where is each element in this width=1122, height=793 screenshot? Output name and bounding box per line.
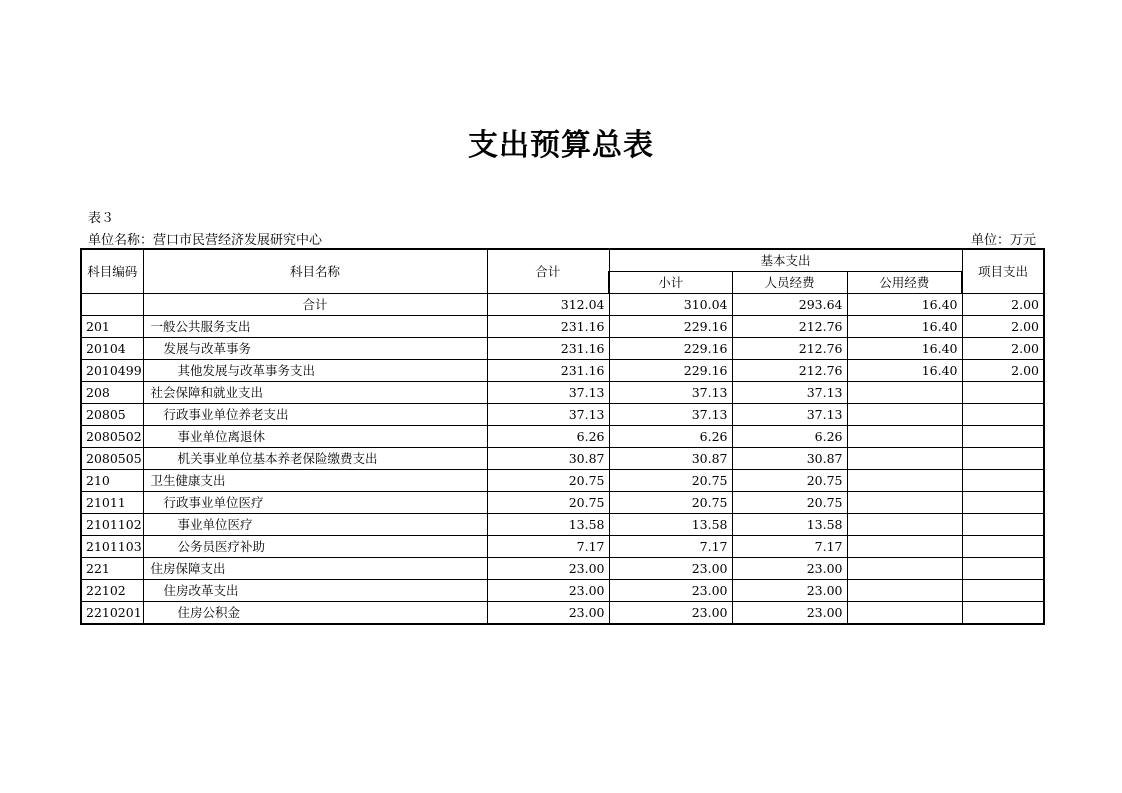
cell-total: 7.17 (487, 536, 609, 558)
cell-public (847, 426, 962, 448)
table-row (81, 382, 1044, 404)
cell-project (962, 558, 1044, 580)
table-row (81, 470, 1044, 492)
cell-total: 231.16 (487, 316, 609, 338)
cell-personnel: 7.17 (732, 536, 847, 558)
cell-name: 事业单位医疗 (143, 514, 487, 536)
cell-total: 30.87 (487, 448, 609, 470)
table-number: 表３ (88, 211, 115, 226)
cell-personnel: 23.00 (732, 558, 847, 580)
cell-code (81, 294, 143, 316)
cell-project (962, 580, 1044, 602)
cell-project: 2.00 (962, 338, 1044, 360)
cell-project (962, 514, 1044, 536)
table-row (81, 404, 1044, 426)
cell-name: 住房公积金 (143, 602, 487, 625)
cell-name: 住房保障支出 (143, 558, 487, 580)
cell-subtotal: 23.00 (609, 558, 732, 580)
cell-personnel: 212.76 (732, 360, 847, 382)
cell-personnel: 23.00 (732, 580, 847, 602)
cell-name: 行政事业单位医疗 (143, 492, 487, 514)
cell-project (962, 470, 1044, 492)
cell-personnel: 20.75 (732, 492, 847, 514)
cell-subtotal: 13.58 (609, 514, 732, 536)
table-row (81, 294, 1044, 316)
cell-personnel: 293.64 (732, 294, 847, 316)
cell-personnel: 23.00 (732, 602, 847, 625)
cell-name: 事业单位离退休 (143, 426, 487, 448)
cell-subtotal: 37.13 (609, 382, 732, 404)
cell-code: 20805 (81, 404, 143, 426)
cell-project (962, 492, 1044, 514)
table-row (81, 338, 1044, 360)
cell-public (847, 536, 962, 558)
cell-total: 23.00 (487, 602, 609, 625)
cell-public (847, 558, 962, 580)
cell-name: 住房改革支出 (143, 580, 487, 602)
table-row (81, 448, 1044, 470)
table-row (81, 558, 1044, 580)
cell-public (847, 514, 962, 536)
cell-subtotal: 23.00 (609, 602, 732, 625)
cell-public: 16.40 (847, 316, 962, 338)
cell-total: 37.13 (487, 404, 609, 426)
cell-project (962, 404, 1044, 426)
cell-personnel: 20.75 (732, 470, 847, 492)
cell-subtotal: 6.26 (609, 426, 732, 448)
cell-project (962, 602, 1044, 625)
header-project: 项目支出 (962, 249, 1044, 294)
cell-project (962, 426, 1044, 448)
cell-total: 231.16 (487, 338, 609, 360)
cell-public (847, 602, 962, 625)
cell-subtotal: 229.16 (609, 360, 732, 382)
cell-total: 13.58 (487, 514, 609, 536)
cell-public (847, 470, 962, 492)
table-row (81, 514, 1044, 536)
header-subtotal: 小计 (609, 272, 732, 294)
table-row (81, 536, 1044, 558)
table-body (81, 294, 1044, 625)
cell-personnel: 37.13 (732, 404, 847, 426)
cell-public: 16.40 (847, 338, 962, 360)
cell-project: 2.00 (962, 316, 1044, 338)
cell-code: 2210201 (81, 602, 143, 625)
table-header (81, 249, 1044, 294)
cell-name: 发展与改革事务 (143, 338, 487, 360)
cell-public (847, 492, 962, 514)
cell-subtotal: 229.16 (609, 338, 732, 360)
cell-public (847, 448, 962, 470)
table-row (81, 426, 1044, 448)
header-total: 合计 (487, 249, 609, 294)
unit-name: 单位名称：营口市民营经济发展研究中心 (88, 233, 323, 248)
cell-code: 22102 (81, 580, 143, 602)
header-personnel: 人员经费 (732, 272, 847, 294)
header-code: 科目编码 (81, 249, 143, 294)
cell-name: 合计 (143, 294, 487, 316)
header-name: 科目名称 (143, 249, 487, 294)
cell-name: 其他发展与改革事务支出 (143, 360, 487, 382)
cell-personnel: 37.13 (732, 382, 847, 404)
currency-unit: 单位：万元 (970, 233, 1036, 248)
cell-code: 221 (81, 558, 143, 580)
cell-code: 210 (81, 470, 143, 492)
cell-subtotal: 23.00 (609, 580, 732, 602)
cell-project (962, 448, 1044, 470)
header-public: 公用经费 (847, 272, 962, 294)
cell-personnel: 6.26 (732, 426, 847, 448)
cell-personnel: 30.87 (732, 448, 847, 470)
cell-name: 一般公共服务支出 (143, 316, 487, 338)
cell-total: 20.75 (487, 492, 609, 514)
table-row (81, 580, 1044, 602)
cell-code: 20104 (81, 338, 143, 360)
cell-code: 2010499 (81, 360, 143, 382)
cell-code: 2101102 (81, 514, 143, 536)
cell-name: 卫生健康支出 (143, 470, 487, 492)
table-row (81, 602, 1044, 625)
cell-name: 行政事业单位养老支出 (143, 404, 487, 426)
cell-subtotal: 30.87 (609, 448, 732, 470)
cell-total: 312.04 (487, 294, 609, 316)
cell-name: 机关事业单位基本养老保险缴费支出 (143, 448, 487, 470)
cell-code: 2080505 (81, 448, 143, 470)
cell-subtotal: 310.04 (609, 294, 732, 316)
cell-public: 16.40 (847, 360, 962, 382)
cell-subtotal: 20.75 (609, 492, 732, 514)
cell-project (962, 382, 1044, 404)
header-basic: 基本支出 (609, 249, 962, 272)
cell-name: 社会保障和就业支出 (143, 382, 487, 404)
page-title: 支出预算总表 (468, 128, 654, 163)
cell-personnel: 13.58 (732, 514, 847, 536)
cell-code: 2080502 (81, 426, 143, 448)
table-row (81, 492, 1044, 514)
cell-public (847, 580, 962, 602)
cell-code: 201 (81, 316, 143, 338)
cell-personnel: 212.76 (732, 338, 847, 360)
cell-project (962, 536, 1044, 558)
cell-code: 208 (81, 382, 143, 404)
cell-public (847, 404, 962, 426)
cell-code: 2101103 (81, 536, 143, 558)
cell-subtotal: 7.17 (609, 536, 732, 558)
cell-name: 公务员医疗补助 (143, 536, 487, 558)
cell-project: 2.00 (962, 294, 1044, 316)
cell-public: 16.40 (847, 294, 962, 316)
cell-public (847, 382, 962, 404)
cell-subtotal: 20.75 (609, 470, 732, 492)
cell-subtotal: 229.16 (609, 316, 732, 338)
table-row (81, 316, 1044, 338)
cell-project: 2.00 (962, 360, 1044, 382)
cell-total: 6.26 (487, 426, 609, 448)
cell-code: 21011 (81, 492, 143, 514)
cell-total: 231.16 (487, 360, 609, 382)
cell-total: 23.00 (487, 558, 609, 580)
cell-personnel: 212.76 (732, 316, 847, 338)
cell-subtotal: 37.13 (609, 404, 732, 426)
cell-total: 23.00 (487, 580, 609, 602)
table-row (81, 360, 1044, 382)
cell-total: 20.75 (487, 470, 609, 492)
cell-total: 37.13 (487, 382, 609, 404)
budget-table (80, 248, 1045, 625)
